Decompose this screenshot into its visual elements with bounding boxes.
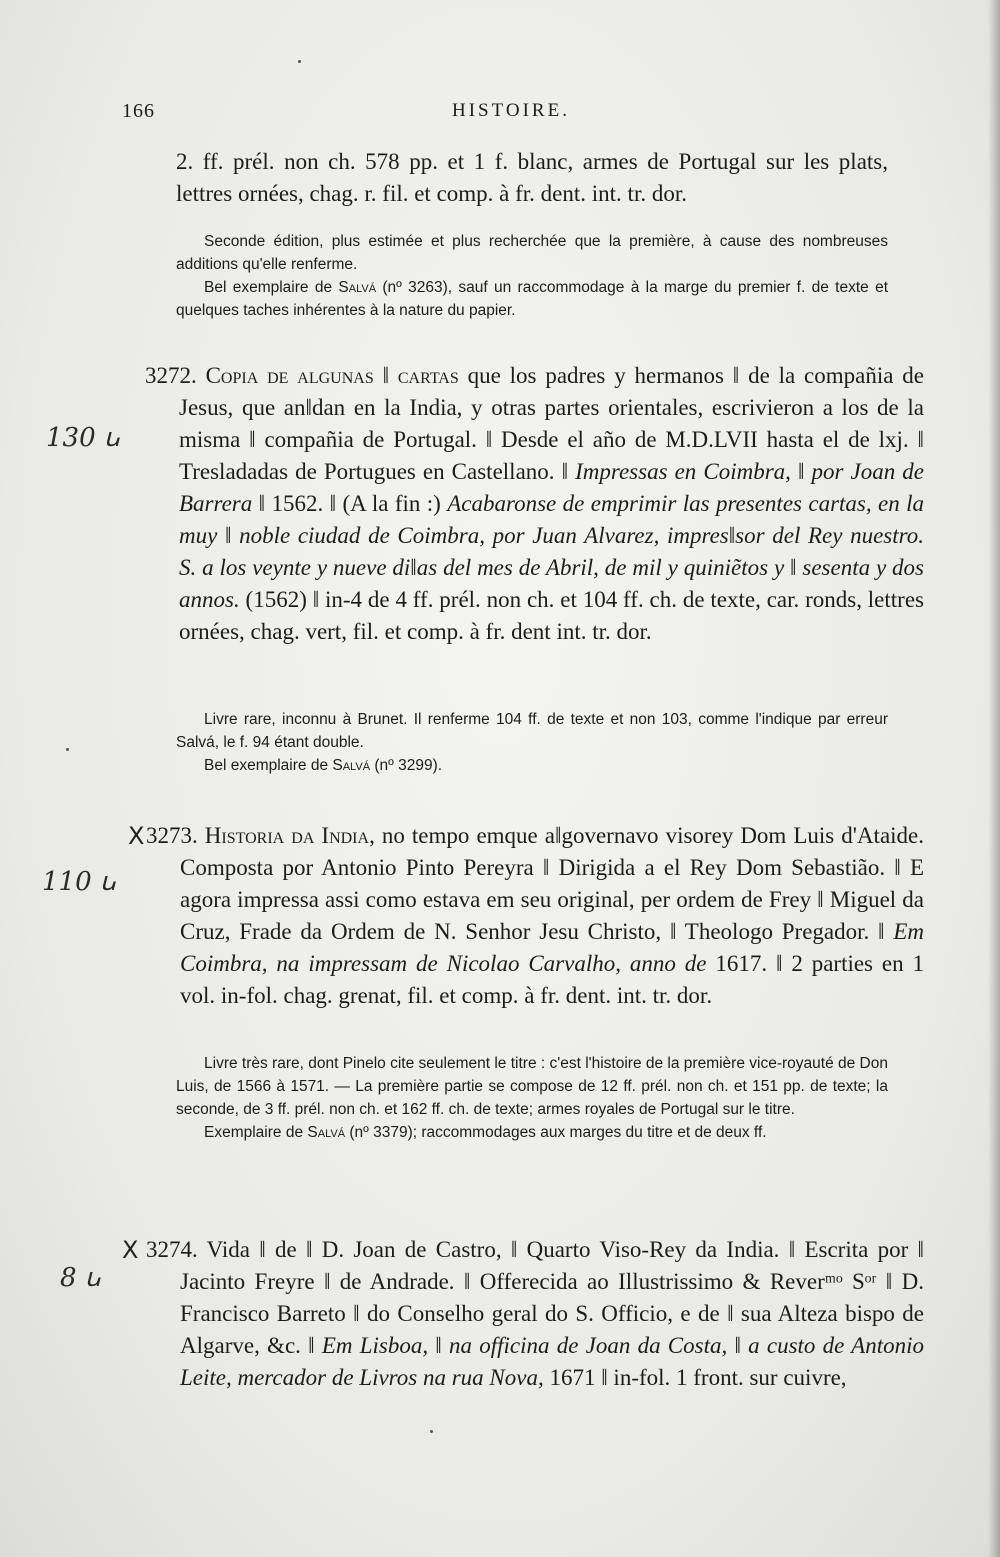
running-head [122,100,892,130]
entry-number: 3272. [145,363,197,388]
entry-text-1: que los padres y hermanos ‖ de la compañia de Jesus, que an‖dan en la India, y otras partes orientales, escrivieron a los de la misma ‖ compañia de Portugal. ‖ Desde el año de M.D.LVII hasta el de lxj. ‖ Tresladadas de Portugues en Castellano. ‖ [179,363,925,484]
entry-text-1: Vida ‖ de ‖ D. Joan de Castro, ‖ Quarto Viso-Rey da India. ‖ Escrita por ‖ Jacinto Freyre ‖ de Andrade. ‖ Offerecida ao Illustrissimo & Reverᵐᵒ Sᵒʳ ‖ D. Francisco Barreto ‖ do Conselho geral do S. Officio, e de ‖ sua Alteza bispo de Algarve, &c. ‖ [180,1237,924,1358]
continuation-text: 2. ff. prél. non ch. 578 pp. et 1 f. blanc, armes de Portugal sur les plats, lettres ornées, chag. r. fil. et comp. à fr. dent. int. tr. dor. [176,149,888,206]
continuation-note-1: Seconde édition, plus estimée et plus recherchée que la première, à cause des nombreuses additions qu'elle renferme. [176,233,888,273]
entry-3272-notes [176,708,888,777]
margin-price-3274: 8 ꭎ [60,1263,101,1293]
entry-imprint: Em Coimbra, na impressam de Nicolao Carvalho, anno de [180,919,924,976]
running-title: HISTOIRE. [452,100,570,121]
entry-3273-notes [176,1052,888,1144]
margin-price-3273: 110 ꭎ [42,867,116,897]
cross-mark-3274: X [122,1236,139,1264]
entry-text-2: ‖ 1562. ‖ (A la fin :) [252,491,448,516]
page-edge-shadow [988,0,1000,1557]
paper-speck [298,60,301,63]
entry-imprint: Em Lisboa, ‖ na officina de Joan da Costa, ‖ a custo de Antonio Leite, mercador de Livros na rua Nova, [180,1333,924,1390]
page-number: 166 [122,100,155,122]
entry-imprint: Impressas en Coimbra, ‖ por Joan de Barrera [179,459,924,516]
entry-3272-note-2: Bel exemplaire de Salvá (nº 3299). [204,757,443,774]
entry-3272-note-1: Livre rare, inconnu à Brunet. Il renferme 104 ff. de texte et non 103, comme l'indique par erreur Salvá, le f. 94 étant double. [176,711,888,751]
entry-title: Copia de algunas [205,363,374,388]
entry-text-1: no tempo emque a‖governavo visorey Dom Luis d'Ataide. Composta por Antonio Pinto Pereyra ‖ Dirigida a el Rey Dom Sebastião. ‖ E agora impressa assi como estava em seu original, per ordem de Frey ‖ Miguel da Cruz, Frade da Ordem de N. Senhor Jesu Christo, ‖ Theologo Pregador. ‖ [180,823,924,944]
entry-number: 3274. [146,1237,198,1262]
entry-3273-note-1: Livre très rare, dont Pinelo cite seulement le titre : c'est l'histoire de la première vice-royauté de Don Luis, de 1566 à 1571. — La première partie se compose de 12 ff. prél. non ch. et 151 pp. de texte; la seconde, de 3 ff. prél. non ch. et 162 ff. ch. de texte; armes royales de Portugal sur le titre. [176,1055,888,1118]
entry-3274 [146,1234,924,1394]
entry-3272: 3272. Copia de algunas ‖ cartas que los padres y hermanos ‖ de la compañia de Jesus, que an‖dan en la India, y otras partes orientales, escrivieron a los de la misma ‖ compañia de Portugal. ‖ Desde el año de M.D.LVII hasta el de lxj. ‖ Tresladadas de Portugues en Castellano. ‖ Impressas en Coimbra, ‖ por Joan de Barrera ‖ 1562. ‖ (A la fin :) Acabaronse de emprimir las presentes cartas, en la muy ‖ noble ciudad de Coimbra, por Juan Alvarez, impres‖sor del Rey nuestro. S. a los veynte y nueve di‖as del mes de Abril, de mil y quiniẽtos y ‖ sesenta y dos annos. (1562) ‖ in-4 de 4 ff. prél. non ch. et 104 ff. ch. de texte, car. ronds, lettres ornées, chag. vert, fil. et comp. à fr. dent int. tr. dor. [145,363,925,644]
entry-colophon: Acabaronse de emprimir las presentes cartas, en la muy ‖ noble ciudad de Coimbra, por Juan Alvarez, impres‖sor del Rey nuestro. S. a los veynte y nueve di‖as del mes de Abril, de mil y quiniẽtos y ‖ sesenta y dos annos. [179,491,924,612]
continuation-paragraph [176,146,888,210]
continuation-notes [176,230,888,322]
entry-3273 [146,820,924,1012]
paper-speck [430,1430,433,1433]
entry-3273-note-2: Exemplaire de Salvá (nº 3379); raccommodages aux marges du titre et de deux ff. [204,1124,767,1141]
continuation-note-2: Bel exemplaire de Salvá (nº 3263), sauf un raccommodage à la marge du premier f. de texte et quelques taches inhérentes à la nature du papier. [176,279,888,319]
entry-title-2: cartas [397,363,459,388]
entry-text-3: (1562) ‖ in-4 de 4 ff. prél. non ch. et 104 ff. ch. de texte, car. ronds, lettres ornées, chag. vert, fil. et comp. à fr. dent int. tr. dor. [179,587,924,644]
paper-speck [66,748,69,751]
cross-mark-3273: X [128,822,145,850]
entry-text-2: 1617. ‖ 2 parties en 1 vol. in-fol. chag. grenat, fil. et comp. à fr. dent. int. tr. dor. [180,951,924,1008]
margin-price-3272: 130 ꭎ [46,423,120,453]
entry-text-2: 1671 ‖ in-fol. 1 front. sur cuivre, [543,1365,847,1390]
entry-title: Historia da India, [204,823,375,848]
entry-number: 3273. [146,823,198,848]
